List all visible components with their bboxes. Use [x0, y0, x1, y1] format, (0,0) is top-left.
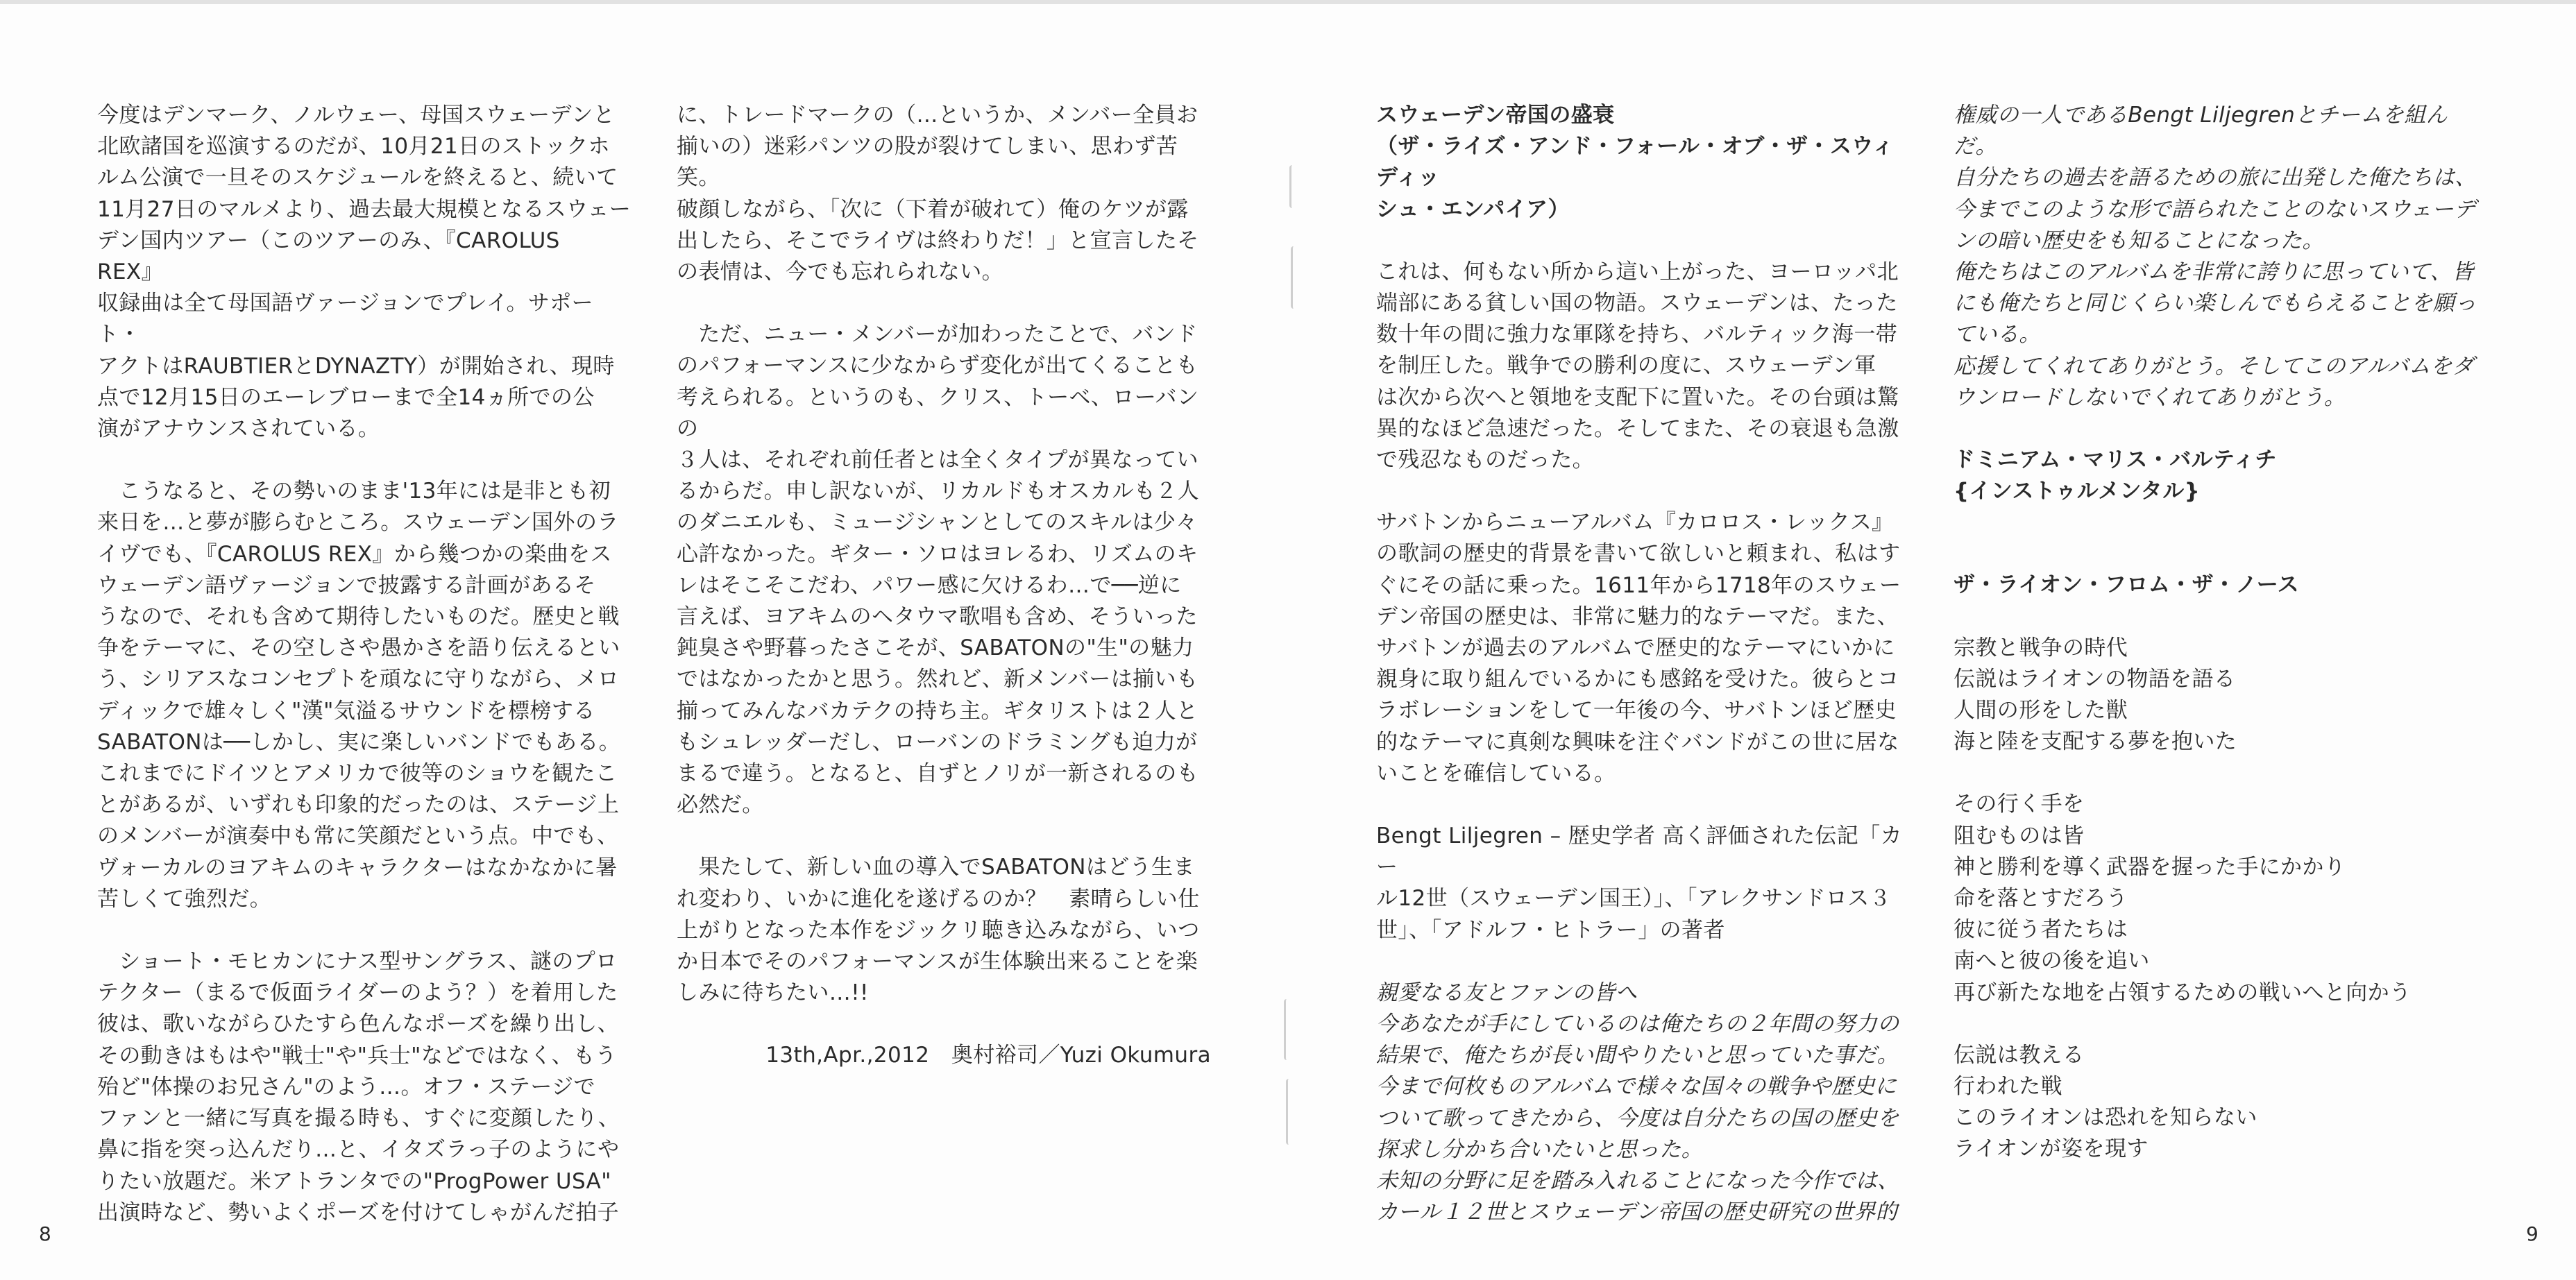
right-page-column-1 — [1376, 100, 1910, 1260]
page-number-left: 8 — [39, 1222, 51, 1245]
page-number-right: 9 — [2526, 1222, 2539, 1245]
paragraph: に、トレードマークの（…というか、メンバー全員お 揃いの）迷彩パンツの股が裂けてしまい、思わず苦笑。 破顔しながら、「次に（下着が破れて）俺のケツが露 出したら、そこでライヴは終わりだ！」と宣言したそ の表情は、今でも忘れられない。 — [677, 103, 1199, 285]
band-message: 親愛なる友とファンの皆へ 今あなたが手にしているのは俺たちの２年間の努力の 結果で、俺たちが長い間やりたいと思っていた事だ。 今まで何枚ものアルバムで様々な国々の戦争や歴史に ついて歌ってきたから、今度は自分たちの国の歴史を 探求し分かち合いたいと思った。 未知の分野に足を踏み入れることになった今作では、 カール１２世とスウェーデン帝国の歴史研究の世界的 — [1376, 980, 1899, 1225]
left-page-column-1 — [97, 100, 632, 1260]
paragraph: サバトンからニューアルバム『カロロス・レックス』 の歌詞の歴史的背景を書いて欲しいと頼まれ、私はす ぐにその話に乗った。1611年から1718年のスウェー デン帝国の歴史は、非常に魅力的なテーマだ。また、 サバトンが過去のアルバムで歴史的なテーマにいかに 親身に取り組んでいるかにも感銘を受けた。彼らとコ ラボレーションをして一年後の今、サバトンほど歴史 的なテーマに真剣な興味を注ぐバンドがこの世に居な いことを確信している。 — [1376, 510, 1901, 786]
signature: 13th,Apr.,2012 奥村裕司／Yuzi Okumura — [765, 1043, 1211, 1068]
paragraph: これは、何もない所から這い上がった、ヨーロッパ北 端部にある貧しい国の物語。スウェーデンは、たった 数十年の間に強力な軍隊を持ち、バルティック海一帯 を制圧した。戦争での勝利の度に、スウェーデン軍 は次から次へと領地を支配下に置いた。その台頭は驚 異的なほど急速だった。そしてまた、その衰退も急激 で残忍なものだった。 — [1376, 259, 1899, 473]
paragraph: 今度はデンマーク、ノルウェー、母国スウェーデンと 北欧諸国を巡演するのだが、10月21日のストックホ ルム公演で一旦そのスケジュールを終えると、続いて 11月27日のマルメより、過去最大規模となるスウェー デン国内ツアー（このツアーのみ、『CAROLUS REX』 収録曲は全て母国語ヴァージョンでプレイ。サポート・ アクトはRAUBTIERとDYNAZTY）が開始され、現時 点で12月15日のエーレブローまで全14ヵ所での公 演がアナウンスされている。 — [97, 103, 632, 442]
track-title: ドミニアム・マリス・バルティチ {インストゥルメンタル} — [1954, 447, 2277, 504]
fold-mark — [1289, 165, 1296, 208]
paragraph: 果たして、新しい血の導入でSABATONはどう生ま れ変わり、いかに進化を遂げるのか？ 素晴らしい仕 上がりとなった本作をジックリ聴き込みながら、いつ か日本でそのパフォーマンスが生体験出来ることを楽 しみに待ちたい…!! — [677, 855, 1200, 1006]
paragraph: ショート・モヒカンにナス型サングラス、謎のプロ テクター（まるで仮面ライダーのよう？）を着用した 彼は、歌いながらひたすら色んなポーズを繰り出し、 その動きはもはや"戦士"や"兵士"などではなく、もう 殆ど"体操のお兄さん"のよう…。オフ・ステージで ファンと一緒に写真を撮る時も、すぐに変顔したり、 鼻に指を突っ込んだり…と、イタズラっ子のようにや りたい放題だ。米アトランタでの"ProgPower USA" 出演時など、勢いよくポーズを付けてしゃがんだ拍子 — [97, 949, 620, 1225]
author-name: Bengt Liljegren — [1376, 824, 1543, 849]
fold-mark — [1291, 246, 1297, 309]
top-edge — [0, 0, 2576, 4]
band-message-continued: 権威の一人であるBengt Liljegrenとチームを組んだ。 自分たちの過去を語るための旅に出発した俺たちは、 今までこのような形で語られたことのないスウェーデ ンの暗い歴史をも知ることになった。 俺たちはこのアルバムを非常に誇りに思っていて、皆 にも俺たちと同じくらい楽しんでもらえることを願っ ている。 応援してくれてありがとう。そしてこのアルバムをダ ウンロードしないでくれてありがとう。 — [1954, 103, 2477, 410]
lyrics-stanza: その行く手を 阻むものは皆 神と勝利を導く武器を握った手にかかり 命を落とすだろう 彼に従う者たちは 南へと彼の後を追い 再び新たな地を占領するための戦いへと向かう — [1954, 792, 2412, 1005]
fold-mark — [1286, 1079, 1292, 1145]
track-title: ザ・ライオン・フロム・ザ・ノース — [1954, 572, 2300, 598]
lyrics-stanza: 宗教と戦争の時代 伝説はライオンの物語を語る 人間の形をした獣 海と陸を支配する夢を抱いた — [1954, 635, 2237, 755]
paragraph: こうなると、その勢いのまま'13年には是非とも初 来日を…と夢が膨らむところ。スウェーデン国外のラ イヴでも、『CAROLUS REX』から幾つかの楽曲をス ウェーデン語ヴァージョンで披露する計画があるそ うなので、それも含めて期待したいものだ。歴史と戦 争をテーマに、その空しさや愚かさを語り伝えるとい う、シリアスなコンセプトを頑なに守りながら、メロ ディックで雄々しく"漢"気溢るサウンドを標榜する SABATONは──しかし、実に楽しいバンドでもある。 これまでにドイツとアメリカで彼等のショウを観たこ とがあるが、いずれも印象的だったのは、ステージ上 のメンバーが演奏中も常に笑顔だという点。中でも、 ヴォーカルのヨアキムのキャラクターはなかなかに暑 苦しくて強烈だ。 — [97, 479, 621, 912]
left-page-column-2 — [677, 100, 1211, 1103]
lyrics-stanza: 伝説は教える 行われた戦 このライオンは恐れを知らない ライオンが姿を現す — [1954, 1042, 2257, 1162]
fold-mark — [1284, 999, 1290, 1060]
author-credit — [1376, 821, 1910, 946]
section-title: スウェーデン帝国の盛衰 （ザ・ライズ・アンド・フォール・オブ・ザ・スウィディッ シュ・エンパイア） — [1376, 103, 1895, 222]
author-description: – 歴史学者 高く評価された伝記「カー ル12世（スウェーデン国王）」、「アレクサンドロス３ 世」、「アドルフ・ヒトラー」の著者 — [1376, 824, 1902, 943]
paragraph: ただ、ニュー・メンバーが加わったことで、バンド のパフォーマンスに少なからず変化が出てくることも 考えられる。というのも、クリス、トーベ、ローバンの ３人は、それぞれ前任者とは全くタイプが異なってい るからだ。申し訳ないが、リカルドもオスカルも２人 のダニエルも、ミュージシャンとしてのスキルは少々 心許なかった。ギター・ソロはヨレるわ、リズムのキ レはそこそこだわ、パワー感に欠けるわ…で──逆に 言えば、ヨアキムのヘタウマ歌唱も含め、そういった 鈍臭さや野暮ったさこそが、SABATONの"生"の魅力 ではなかったかと思う。然れど、新メンバーは揃いも 揃ってみんなバカテクの持ち主。ギタリストは２人と もシュレッダーだし、ローバンのドラミングも迫力が まるで違う。となると、自ずとノリが一新されるのも 必然だ。 — [677, 322, 1199, 818]
right-page-column-2 — [1954, 100, 2488, 1197]
lyrics — [1954, 633, 2488, 1166]
